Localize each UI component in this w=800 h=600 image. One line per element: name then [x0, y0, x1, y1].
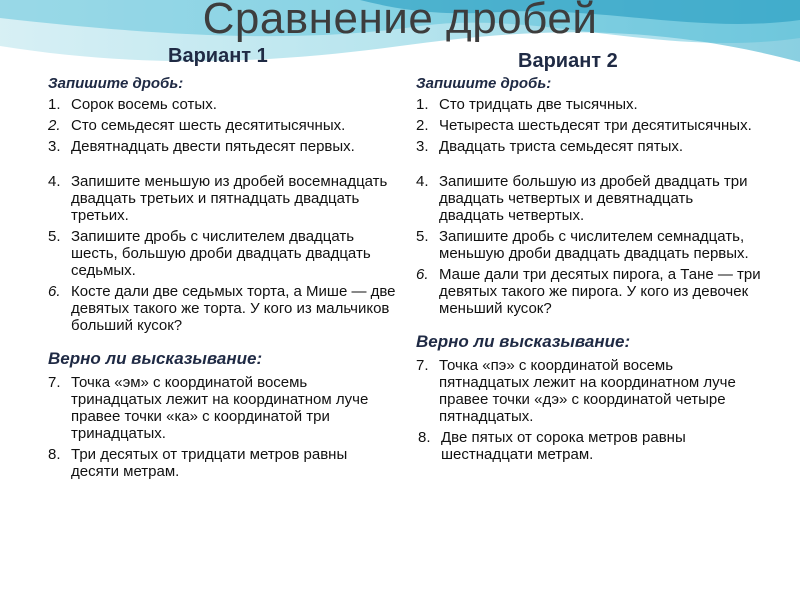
item-number: 5. [48, 228, 61, 245]
item-text: Косте дали две седьмых торта, а Мише — две девятых такого же торта. У кого из мальчиков больший кусок? [71, 283, 396, 334]
item-number: 1. [416, 96, 429, 113]
list-item [48, 283, 396, 334]
variant-2-column [416, 75, 762, 467]
item-text: Запишите большую из дробей двадцать три двадцать четвертых и девятнадцать двадцать четвертых. [439, 173, 748, 224]
item-number: 7. [48, 374, 61, 391]
item-number: 2. [416, 117, 429, 134]
list-item [416, 266, 762, 317]
item-text: Точка «пэ» с координатой восемь пятнадцатых лежит на координатном луче правее точки «дэ» с координатой четыре пятнадцатых. [439, 357, 736, 425]
list-item [48, 138, 396, 155]
item-text: Запишите дробь с числителем двадцать шесть, большую дроби двадцать двадцать седьмых. [71, 228, 371, 279]
list-item [48, 374, 396, 442]
item-text: Сто тридцать две тысячных. [439, 96, 638, 113]
item-number: 6. [48, 283, 61, 300]
item-number: 4. [48, 173, 61, 190]
item-number: 2. [48, 117, 61, 134]
write-fraction-header: Запишите дробь: [416, 75, 552, 92]
item-text: Маше дали три десятых пирога, а Тане — три девятых такого же пирога. У кого из девочек меньший кусок? [439, 266, 761, 317]
variant-1-heading: Вариант 1 [168, 45, 268, 67]
variant-2-heading: Вариант 2 [518, 50, 618, 72]
item-text: Сорок восемь сотых. [71, 96, 217, 113]
item-text: Девятнадцать двести пятьдесят первых. [71, 138, 355, 155]
item-number: 3. [416, 138, 429, 155]
item-text: Сто семьдесят шесть десятитысячных. [71, 117, 346, 134]
item-text: Три десятых от тридцати метров равны десяти метрам. [71, 446, 348, 480]
item-number: 8. [48, 446, 61, 463]
variant-1-column [48, 75, 396, 484]
item-text: Запишите дробь с числителем семнадцать, меньшую дроби двадцать двадцать первых. [439, 228, 749, 262]
list-item [416, 173, 762, 224]
list-item [416, 228, 762, 262]
list-item [48, 117, 396, 134]
page-title: Сравнение дробей [202, 0, 598, 43]
list-item [48, 96, 396, 113]
list-item [416, 429, 762, 463]
list-item [416, 117, 762, 134]
item-number: 4. [416, 173, 429, 190]
true-false-header: Верно ли высказывание: [48, 349, 263, 368]
item-text: Четыреста шестьдесят три десятитысячных. [439, 117, 752, 134]
item-number: 6. [416, 266, 429, 283]
item-text: Точка «эм» с координатой восемь тринадцатых лежит на координатном луче правее точки «ка» с координатой три тринадцатых. [71, 374, 369, 442]
list-item [416, 138, 762, 155]
write-fraction-header: Запишите дробь: [48, 75, 184, 92]
list-item [416, 357, 762, 425]
item-text: Двадцать триста семьдесят пятых. [439, 138, 684, 155]
item-number: 7. [416, 357, 429, 374]
item-text: Запишите меньшую из дробей восемнадцать двадцать третьих и пятнадцать двадцать третьих. [71, 173, 388, 224]
item-number: 8. [418, 429, 431, 446]
list-item [48, 446, 396, 480]
list-item [48, 228, 396, 279]
item-number: 1. [48, 96, 61, 113]
true-false-header: Верно ли высказывание: [416, 332, 631, 351]
item-number: 3. [48, 138, 61, 155]
item-text: Две пятых от сорока метров равны шестнадцати метрам. [441, 429, 686, 463]
list-item [416, 96, 762, 113]
item-number: 5. [416, 228, 429, 245]
list-item [48, 173, 396, 224]
